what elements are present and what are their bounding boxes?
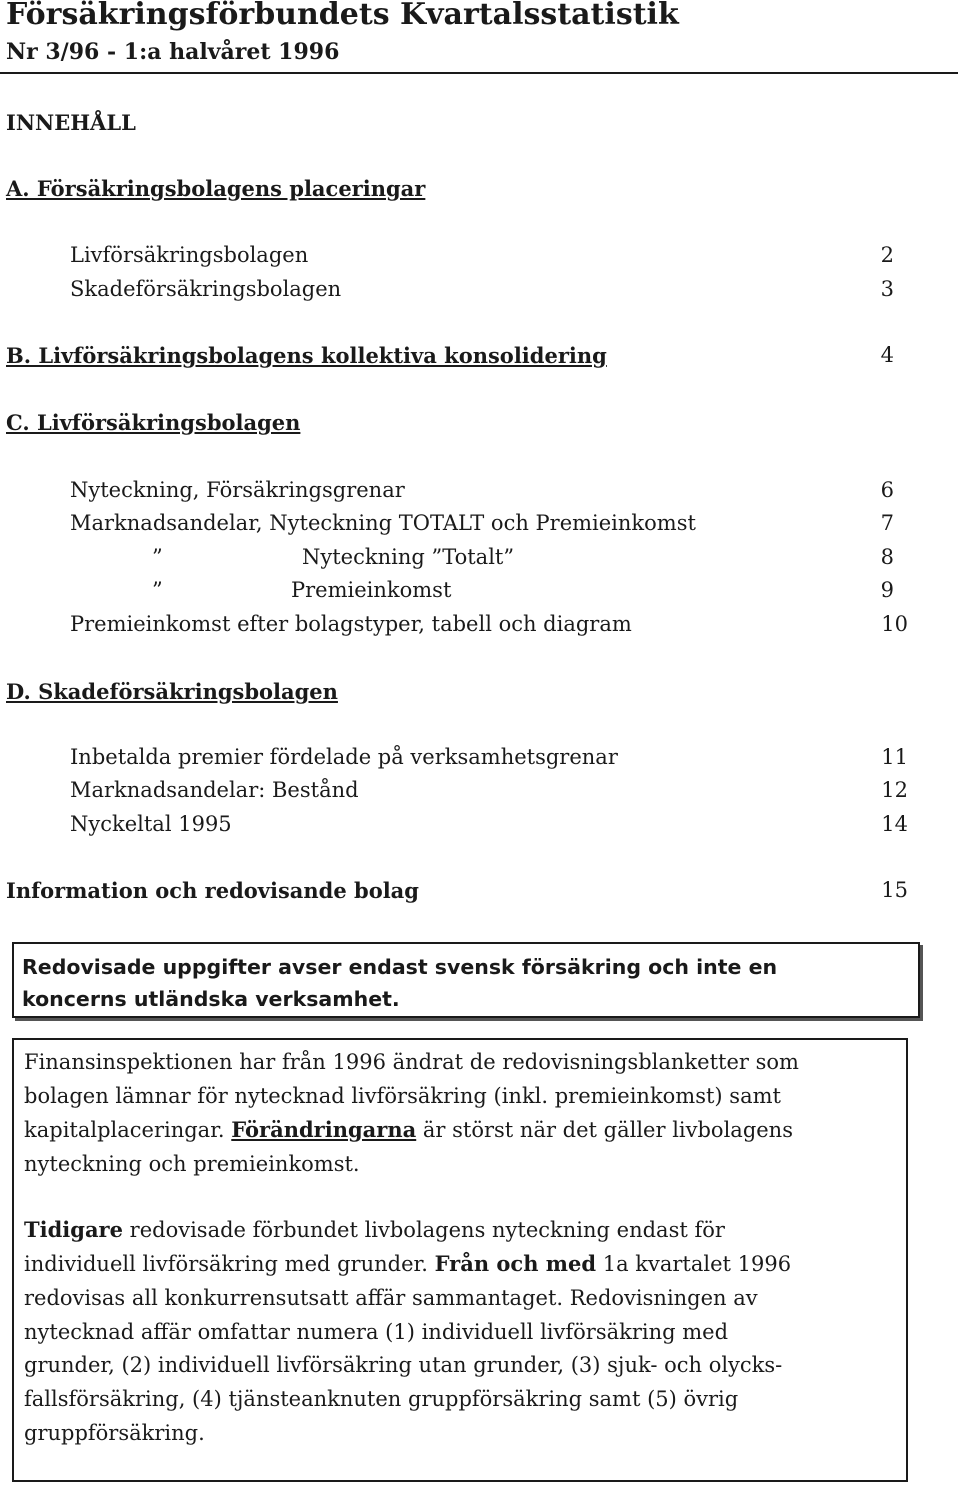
info-p1-line-4: nyteckning och premieinkomst. [24,1152,360,1176]
toc-section-b-title[interactable]: B. Livförsäkringsbolagens kollektiva konsolidering [6,343,607,368]
toc-item-c2-page: 7 [880,511,894,535]
info-emphasis-previously: Tidigare [24,1217,123,1242]
toc-item-c4-label[interactable]: Premieinkomst [291,578,452,602]
info-box [12,1038,908,1482]
info-p2-line-7: gruppförsäkring. [24,1421,205,1445]
toc-item-c4-ditto: ” [152,578,163,602]
toc-item-c5-page: 10 [881,612,908,636]
toc-item-c3-page: 8 [880,545,894,569]
info-p2-line-3: redovisas all konkurrensutsatt affär sammantaget. Redovisningen av [24,1286,758,1310]
info-p2-line-1 [24,1213,725,1247]
notice-line-2: koncerns utländska verksamhet. [22,987,400,1011]
notice-line-1: Redovisade uppgifter avser endast svensk försäkring och inte en [22,955,778,979]
info-p1-line-3-a: kapitalplaceringar. [24,1118,232,1142]
info-p1-line-3 [24,1113,793,1147]
notice-box [12,942,920,1018]
toc-item-c1-page: 6 [880,478,894,502]
toc-information-title[interactable]: Information och redovisande bolag [6,878,419,903]
toc-section-a-title[interactable]: A. Försäkringsbolagens placeringar [6,176,426,201]
toc-information-page: 15 [881,878,908,902]
header-divider [0,72,958,74]
toc-item-d1-page: 11 [881,745,908,769]
info-p2-line-4: nytecknad affär omfattar numera (1) individuell livförsäkring med [24,1320,729,1344]
toc-item-d1-label[interactable]: Inbetalda premier fördelade på verksamhetsgrenar [70,745,618,769]
info-p2-line-1-b: redovisade förbundet livbolagens nyteckning endast för [122,1218,725,1242]
document-subtitle: Nr 3/96 - 1:a halvåret 1996 [6,39,340,65]
info-emphasis-from-and-with: Från och med [434,1251,597,1276]
toc-item-a2-page: 3 [880,277,894,301]
info-p2-line-2-c: 1a kvartalet 1996 [596,1252,792,1276]
info-p1-line-1: Finansinspektionen har från 1996 ändrat de redovisningsblanketter som [24,1050,799,1074]
document-title: Försäkringsförbundets Kvartalsstatistik [6,0,679,32]
toc-item-c5-label[interactable]: Premieinkomst efter bolagstyper, tabell och diagram [70,612,632,636]
toc-item-c3-ditto: ” [152,545,163,569]
toc-heading: INNEHÅLL [6,110,136,135]
toc-item-a2-label[interactable]: Skadeförsäkringsbolagen [70,277,342,301]
info-p1-line-2: bolagen lämnar för nytecknad livförsäkring (inkl. premieinkomst) samt [24,1084,781,1108]
toc-item-a1-label[interactable]: Livförsäkringsbolagen [70,243,309,267]
toc-item-c4-page: 9 [880,578,894,602]
info-p2-line-2 [24,1247,791,1281]
toc-item-d3-page: 14 [881,812,908,836]
toc-item-c1-label[interactable]: Nyteckning, Försäkringsgrenar [70,478,405,502]
toc-item-d3-label[interactable]: Nyckeltal 1995 [70,812,232,836]
toc-section-d-title[interactable]: D. Skadeförsäkringsbolagen [6,679,338,704]
info-p1-line-3-c: är störst när det gäller livbolagens [416,1118,793,1142]
toc-section-b-page: 4 [880,343,894,367]
info-p2-line-5: grunder, (2) individuell livförsäkring utan grunder, (3) sjuk- och olycks- [24,1353,783,1377]
toc-item-a1-page: 2 [880,243,894,267]
info-p2-line-2-a: individuell livförsäkring med grunder. [24,1252,435,1276]
toc-item-d2-label[interactable]: Marknadsandelar: Bestånd [70,778,359,802]
info-p2-line-6: fallsförsäkring, (4) tjänsteanknuten gruppförsäkring samt (5) övrig [24,1387,739,1411]
toc-item-d2-page: 12 [881,778,908,802]
info-emphasis-changes: Förändringarna [231,1117,417,1142]
toc-item-c3-label[interactable]: Nyteckning ”Totalt” [302,545,515,569]
toc-item-c2-label[interactable]: Marknadsandelar, Nyteckning TOTALT och Premieinkomst [70,511,696,535]
toc-section-c-title[interactable]: C. Livförsäkringsbolagen [6,410,301,435]
